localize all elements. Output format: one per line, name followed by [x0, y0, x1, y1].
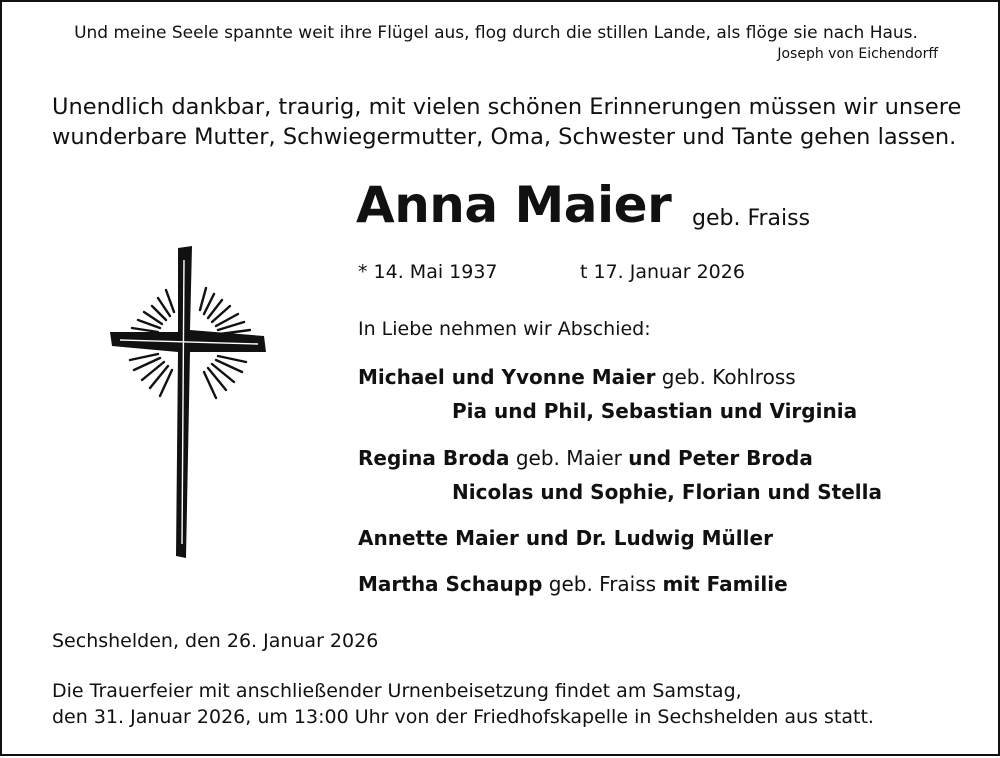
- mourner-4-name: Martha Schaupp: [358, 572, 543, 596]
- death-date: t 17. Januar 2026: [580, 261, 745, 283]
- intro-line-2: wunderbare Mutter, Schwiegermutter, Oma, Schwester und Tante gehen lassen.: [52, 124, 957, 150]
- mourner-2-name: Regina Broda: [358, 446, 510, 470]
- mourner-1-name: Michael und Yvonne Maier: [358, 365, 656, 389]
- place-date: Sechshelden, den 26. Januar 2026: [52, 630, 379, 652]
- intro-line-1: Unendlich dankbar, traurig, mit vielen schönen Erinnerungen müssen wir unsere: [52, 94, 962, 120]
- ceremony-line-1: Die Trauerfeier mit anschließender Urnenbeisetzung findet am Samstag,: [52, 680, 742, 702]
- mourner-line-3: [358, 526, 773, 550]
- birth-date: * 14. Mai 1937: [358, 261, 498, 283]
- mourner-4-suffix: mit Familie: [662, 572, 788, 596]
- mourner-2-maiden: geb. Maier: [509, 446, 629, 470]
- quote-text: Und meine Seele spannte weit ihre Flügel aus, flog durch die stillen Lande, als flöge sie nach Haus.: [74, 23, 918, 43]
- mourner-4-maiden: geb. Fraiss: [542, 572, 663, 596]
- mourner-line-2-children: [452, 480, 882, 504]
- deceased-maiden-name: geb. Fraiss: [692, 206, 811, 231]
- ceremony-text: [52, 678, 874, 730]
- intro-text: [52, 92, 961, 152]
- quote-author: Joseph von Eichendorff: [777, 46, 938, 62]
- deceased-name: Anna Maier: [356, 176, 672, 234]
- mourner-2-children: Nicolas und Sophie, Florian und Stella: [452, 480, 883, 504]
- ceremony-line-2: den 31. Januar 2026, um 13:00 Uhr von der Friedhofskapelle in Sechshelden aus statt.: [52, 706, 874, 728]
- mourner-2-partner: und Peter Broda: [628, 446, 813, 470]
- mourner-line-1-children: [452, 399, 857, 423]
- mourner-line-1: [358, 365, 796, 389]
- mourner-3-name: Annette Maier und Dr. Ludwig Müller: [358, 526, 773, 550]
- mourner-line-4: [358, 572, 788, 596]
- cross-with-rays-icon: [104, 240, 274, 568]
- farewell-text: In Liebe nehmen wir Abschied:: [358, 318, 651, 340]
- mourner-line-2: [358, 446, 813, 470]
- mourner-1-maiden: geb. Kohlross: [655, 365, 796, 389]
- mourner-1-children: Pia und Phil, Sebastian und Virginia: [452, 399, 858, 423]
